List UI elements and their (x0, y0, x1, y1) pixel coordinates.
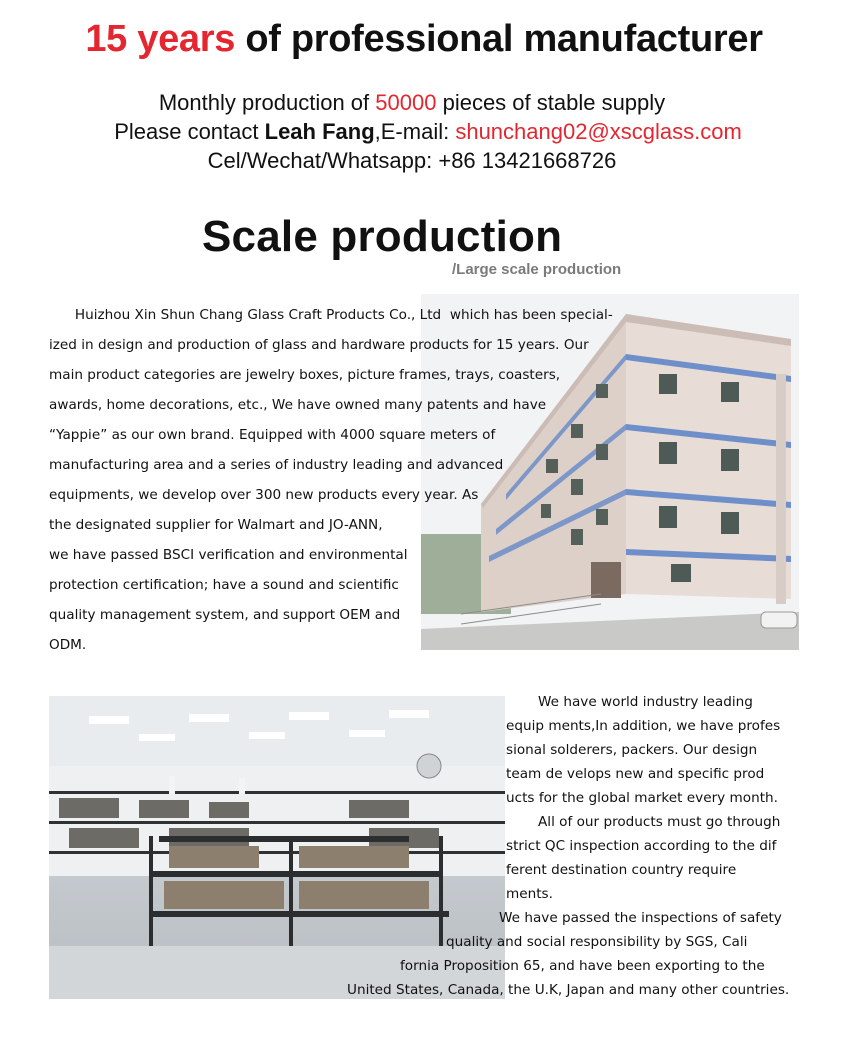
headline-years: 15 years (85, 18, 236, 60)
intro-line: quality management system, and support OEM and (49, 607, 401, 623)
capability-line: sional solderers, packers. Our design (506, 742, 758, 758)
capability-line: quality and social responsibility by SGS, Cali (446, 934, 748, 950)
capability-line: ferent destination country require (506, 862, 737, 878)
capability-line: United States, Canada, the U.K, Japan and many other countries. (347, 982, 790, 998)
production-suffix: pieces of stable supply (436, 90, 666, 115)
intro-line: awards, home decorations, etc., We have owned many patents and have (49, 397, 547, 413)
section-title: Scale production (202, 212, 563, 261)
intro-line: protection certification; have a sound and scientific (49, 577, 399, 593)
intro-line: the designated supplier for Walmart and JO-ANN, (49, 517, 383, 533)
contact-email-label: ,E-mail: (374, 119, 456, 144)
contact-line (4, 119, 848, 145)
capability-line: strict QC inspection according to the dif (506, 838, 777, 854)
capability-line: All of our products must go through (538, 814, 781, 830)
intro-line: Huizhou Xin Shun Chang Glass Craft Products Co., Ltd which has been special- (49, 307, 613, 323)
capability-line: equip ments,In addition, we have profes (506, 718, 781, 734)
production-number: 50000 (375, 90, 437, 115)
contact-prefix: Please contact (114, 119, 265, 144)
headline-rest: of professional manufacturer (235, 18, 763, 60)
intro-line: manufacturing area and a series of industry leading and advanced (49, 457, 504, 473)
production-prefix: Monthly production of (158, 90, 376, 115)
capability-line: ucts for the global market every month. (506, 790, 778, 806)
intro-line: ODM. (49, 637, 87, 653)
production-line (0, 90, 836, 116)
phone-line: Cel/Wechat/Whatsapp: +86 13421668726 (207, 148, 617, 173)
intro-line: we have passed BSCI verification and environmental (49, 547, 408, 563)
intro-line: equipments, we develop over 300 new products every year. As (49, 487, 479, 503)
intro-line: “Yappie” as our own brand. Equipped with 4000 square meters of (49, 427, 496, 443)
company-intro-paragraph (49, 300, 649, 660)
capability-line: fornia Proposition 65, and have been exporting to the (400, 958, 765, 974)
intro-line: main product categories are jewelry boxes, picture frames, trays, coasters, (49, 367, 561, 383)
capability-line: team de velops new and specific prod (506, 766, 765, 782)
contact-email[interactable]: shunchang02@xscglass.com (455, 119, 742, 144)
capability-line: We have passed the inspections of safety (499, 910, 782, 926)
capability-line: We have world industry leading (538, 694, 753, 710)
capability-line: ments. (506, 886, 553, 902)
contact-name: Leah Fang (264, 119, 375, 144)
headline (0, 18, 848, 61)
section-subtitle: /Large scale production (452, 261, 622, 278)
intro-line: ized in design and production of glass and hardware products for 15 years. Our (49, 337, 589, 353)
